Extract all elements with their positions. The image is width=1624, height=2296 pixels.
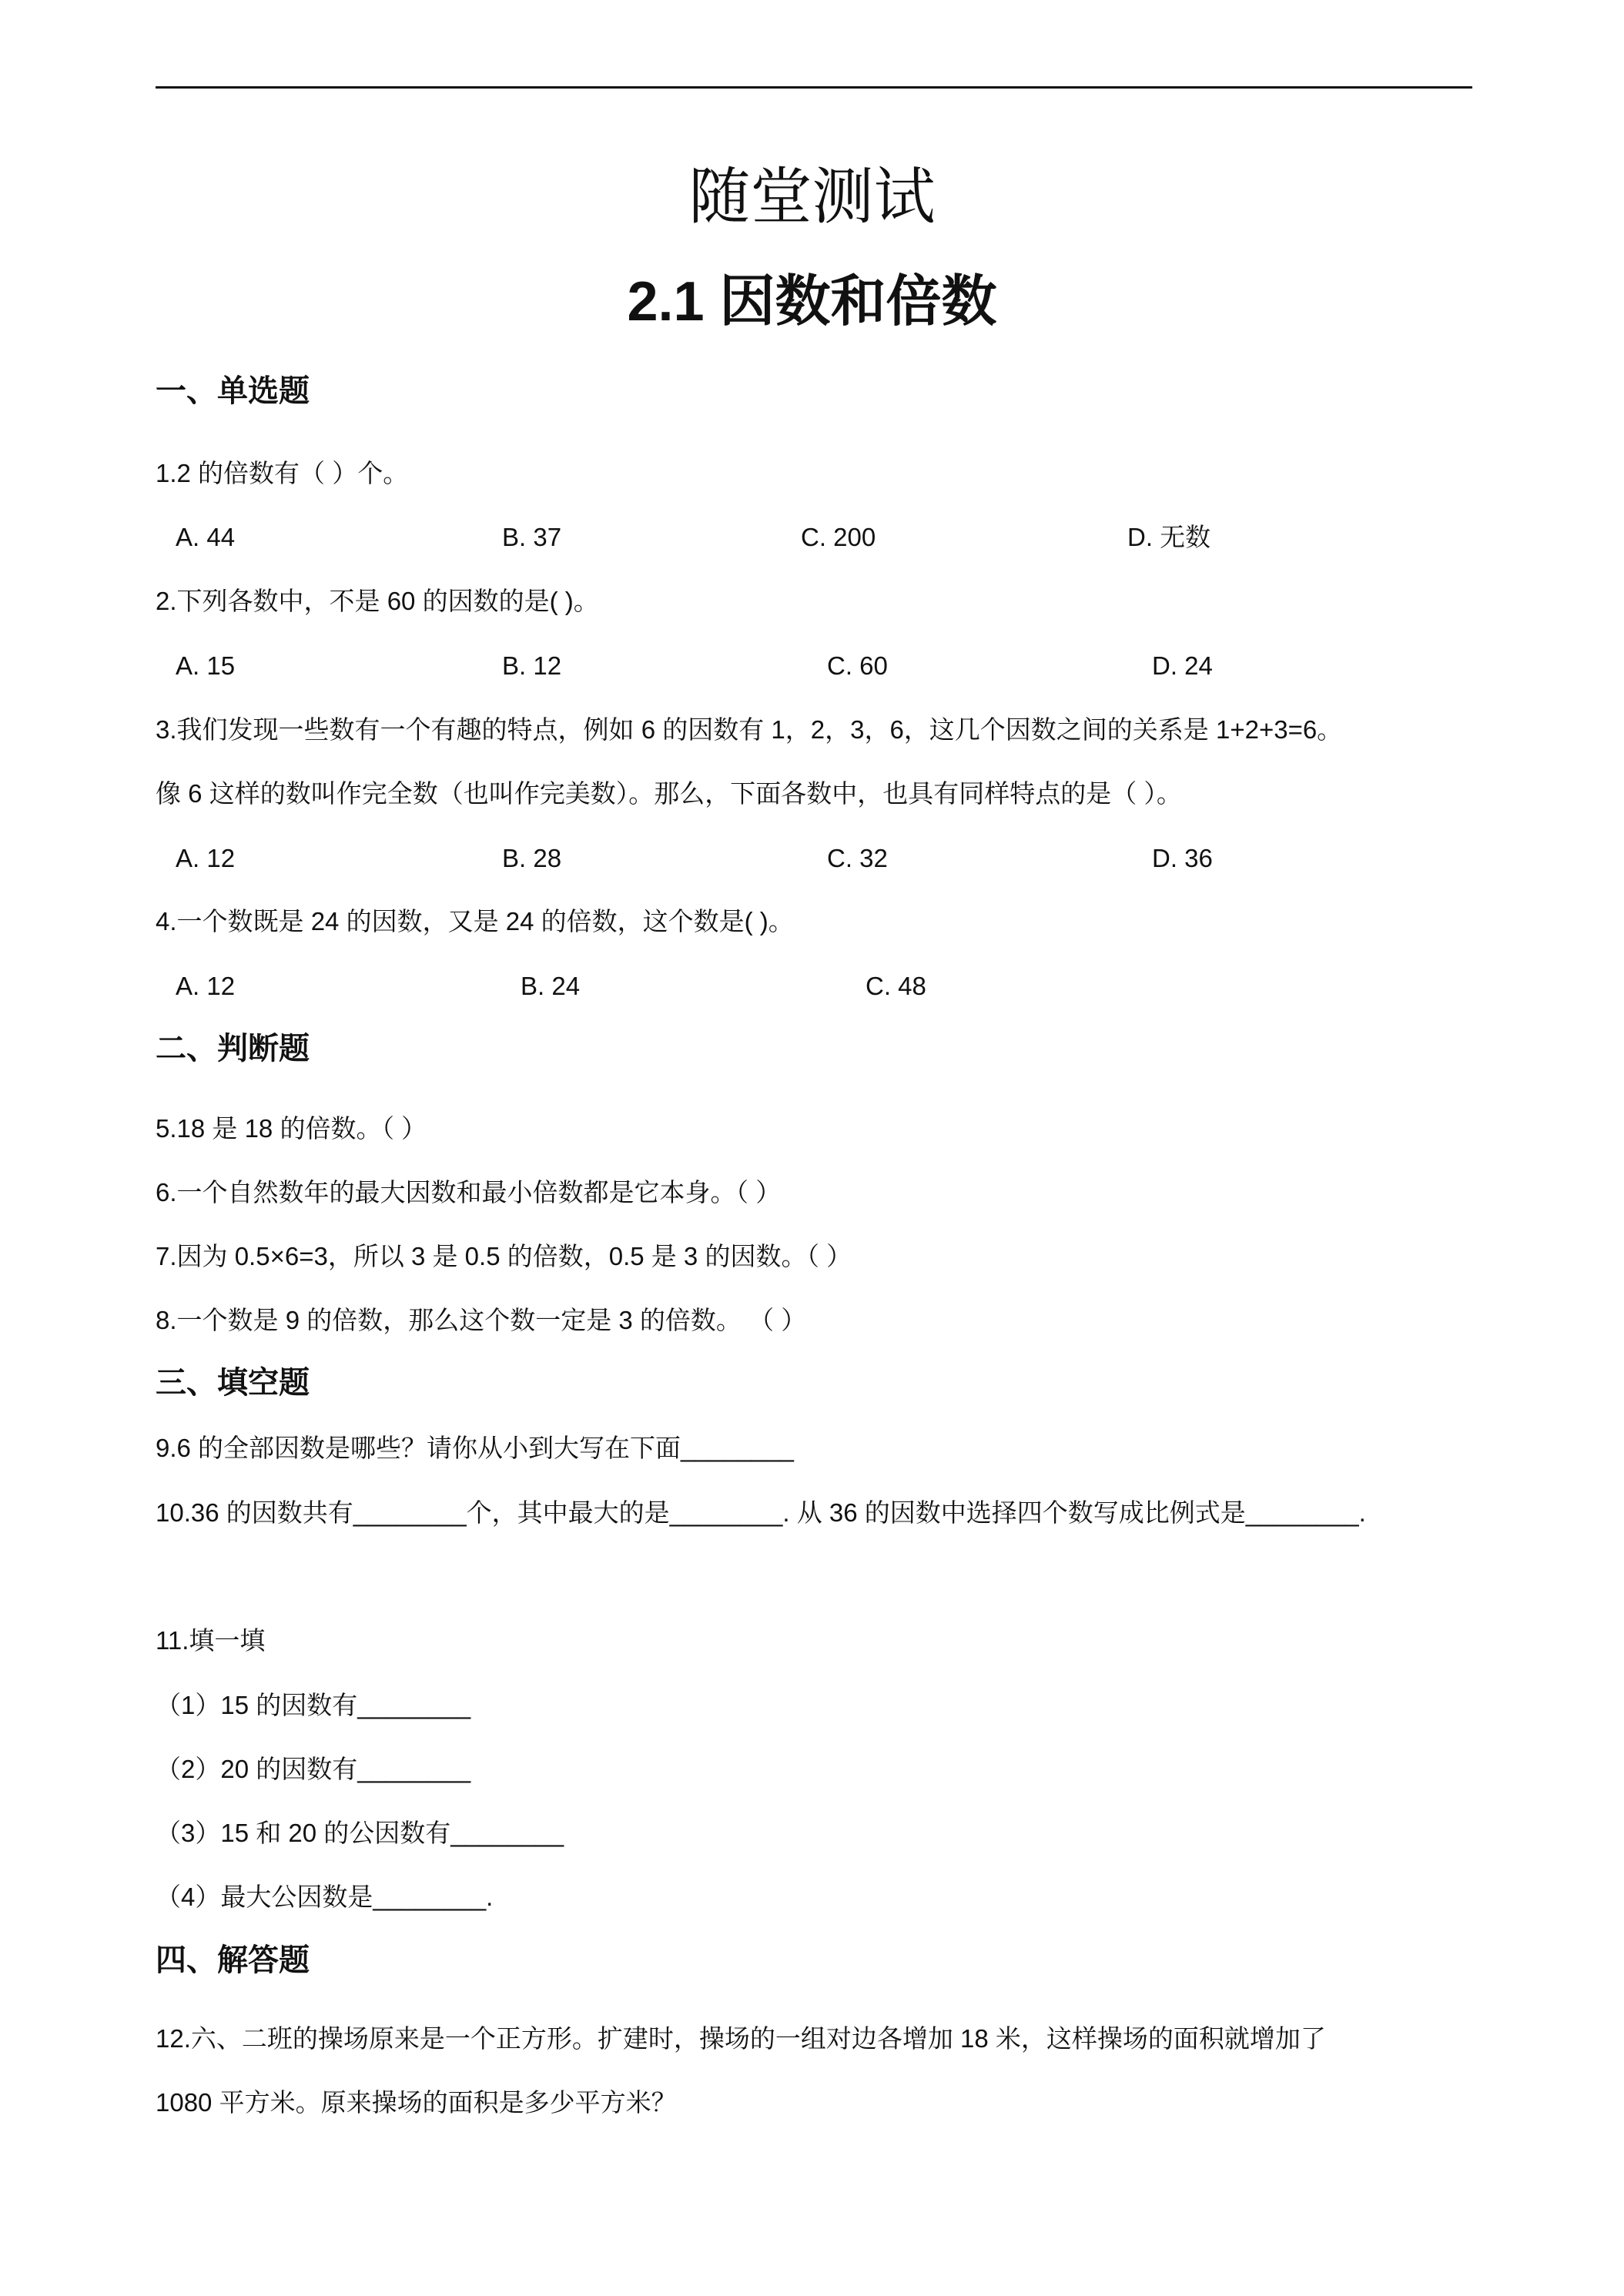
question-1: 1.2 的倍数有（ ）个。 <box>156 459 409 487</box>
question-2: 2.下列各数中，不是 60 的因数的是( )。 <box>156 587 599 615</box>
q3-option-b: B. 28 <box>502 844 562 872</box>
section-heading-fill-blank: 三、填空题 <box>156 1366 310 1400</box>
q2-option-a: A. 15 <box>176 651 236 680</box>
section-heading-single-choice: 一、单选题 <box>156 374 310 408</box>
question-3-line-1: 3.我们发现一些数有一个有趣的特点，例如 6 的因数有 1，2，3，6，这几个因数之间的关系是 1+2+3=6。 <box>156 715 1343 744</box>
question-4: 4.一个数既是 24 的因数，又是 24 的倍数，这个数是( )。 <box>156 907 794 935</box>
question-12-line-1: 12.六、二班的操场原来是一个正方形。扩建时，操场的一组对边各增加 18 米，这样操场的面积就增加了 <box>156 2024 1326 2053</box>
q1-option-c: C. 200 <box>801 523 876 551</box>
page-subtitle: 2.1 因数和倍数 <box>627 271 997 333</box>
question-6: 6.一个自然数年的最大因数和最小倍数都是它本身。（ ） <box>156 1178 782 1207</box>
q3-option-a: A. 12 <box>176 844 236 872</box>
q1-option-a: A. 44 <box>176 523 236 551</box>
question-12-line-2: 1080 平方米。原来操场的面积是多少平方米？ <box>156 2088 677 2117</box>
section-heading-true-false: 二、判断题 <box>156 1032 310 1066</box>
page-title: 随堂测试 <box>688 162 936 231</box>
q1-option-d: D. 无数 <box>1127 523 1211 551</box>
question-11-part-2: （2）20 的因数有________ <box>156 1755 471 1783</box>
q4-option-b: B. 24 <box>521 972 581 1000</box>
question-11-title: 11.填一填 <box>156 1626 266 1655</box>
question-3-line-2: 像 6 这样的数叫作完全数（也叫作完美数）。那么，下面各数中，也具有同样特点的是（ ）。 <box>156 779 1182 808</box>
section-heading-answer: 四、解答题 <box>156 1943 310 1977</box>
question-11-part-1: （1）15 的因数有________ <box>156 1691 471 1719</box>
q3-option-c: C. 32 <box>827 844 888 872</box>
q3-option-d: D. 36 <box>1152 844 1213 872</box>
question-8: 8.一个数是 9 的倍数，那么这个数一定是 3 的倍数。 （ ） <box>156 1306 807 1334</box>
q4-option-a: A. 12 <box>176 972 236 1000</box>
q1-option-b: B. 37 <box>502 523 562 551</box>
question-10: 10.36 的因数共有________个，其中最大的是________. 从 36 的因数中选择四个数写成比例式是________. <box>156 1498 1366 1527</box>
q2-option-d: D. 24 <box>1152 651 1213 680</box>
q2-option-b: B. 12 <box>502 651 562 680</box>
q2-option-c: C. 60 <box>827 651 888 680</box>
question-11-part-3: （3）15 和 20 的公因数有________ <box>156 1819 564 1847</box>
question-11-part-4: （4）最大公因数是________. <box>156 1883 494 1911</box>
question-9: 9.6 的全部因数是哪些？请你从小到大写在下面________ <box>156 1434 794 1462</box>
question-7: 7.因为 0.5×6=3，所以 3 是 0.5 的倍数，0.5 是 3 的因数。（ ） <box>156 1242 852 1270</box>
question-5: 5.18 是 18 的倍数。（ ） <box>156 1114 427 1143</box>
header-rule <box>156 86 1472 89</box>
q4-option-c: C. 48 <box>866 972 926 1000</box>
